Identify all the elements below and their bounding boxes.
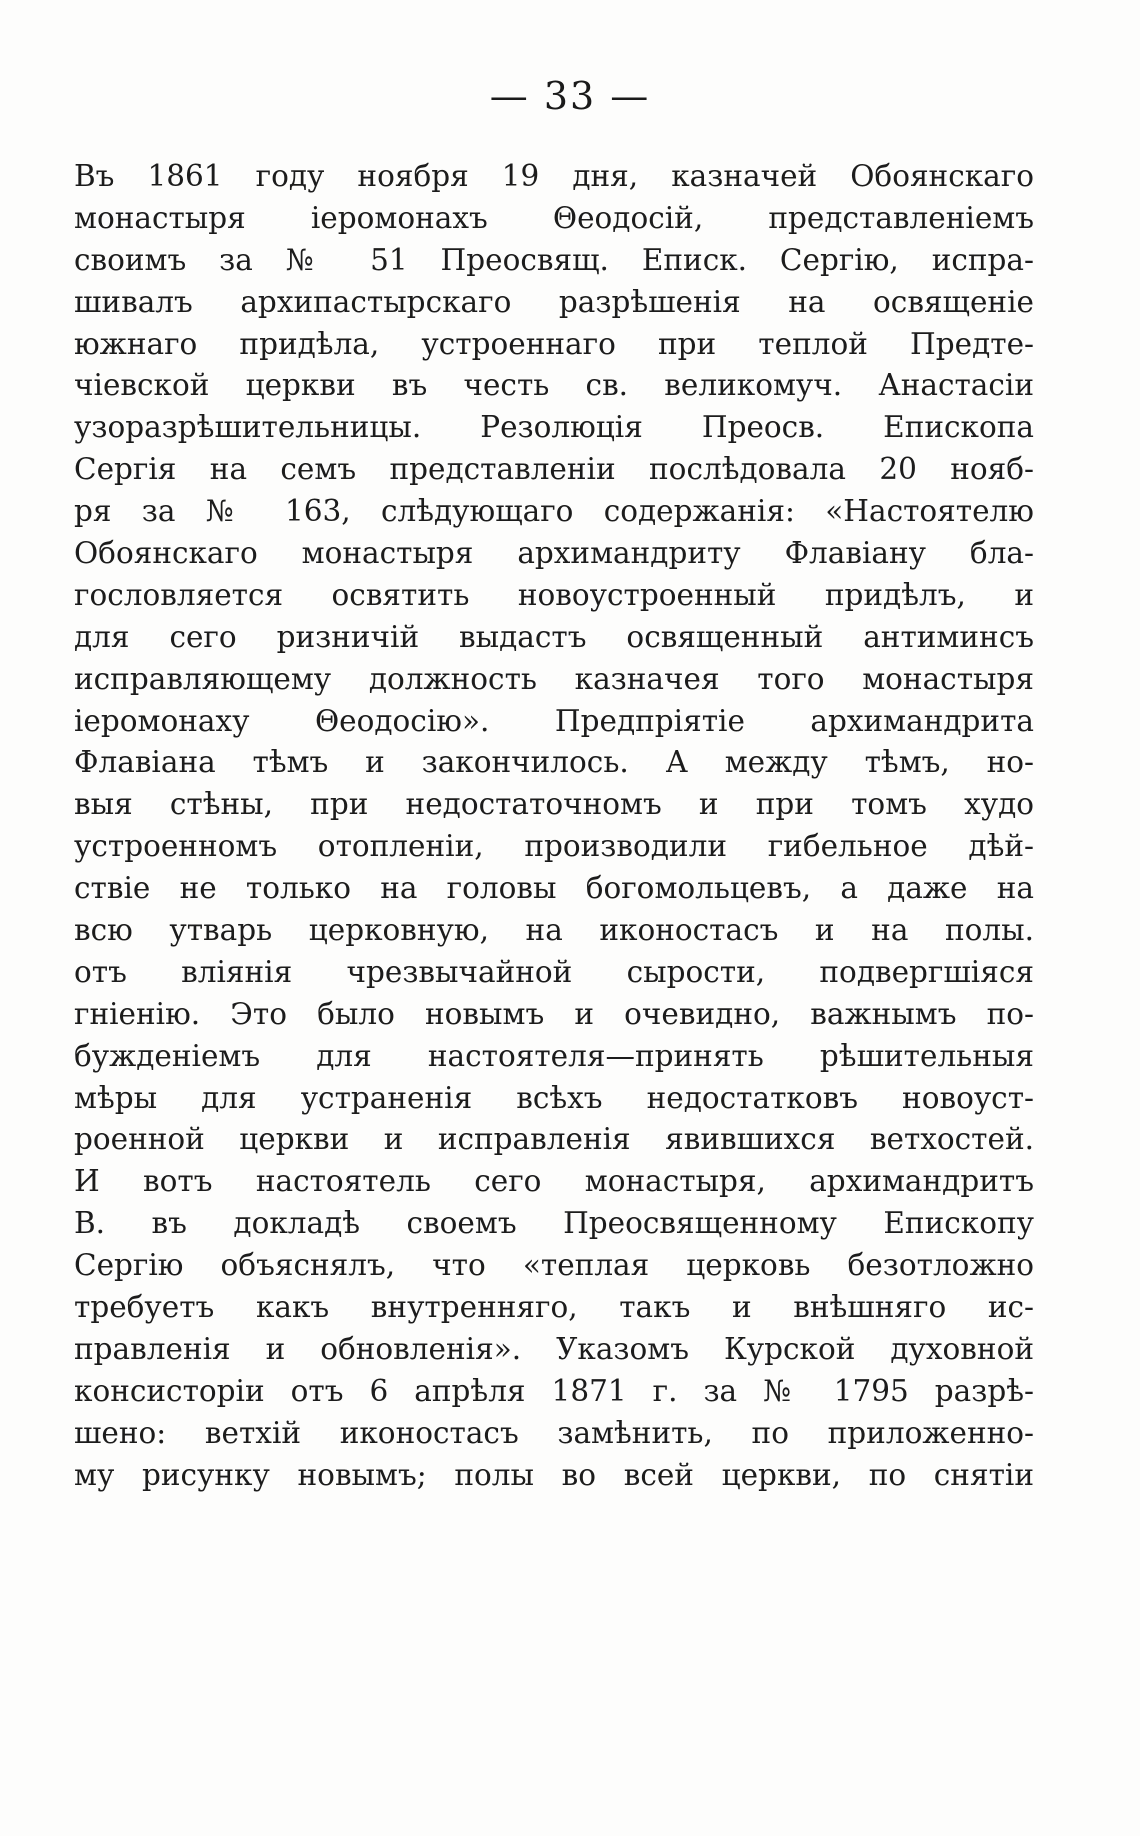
text-line: отъ влiянiя чрезвычайной сырости, подвергшiяся <box>74 954 1034 989</box>
text-line: Въ 1861 году ноября 19 дня, казначей Обоянскаго <box>74 159 1034 193</box>
body-text <box>74 156 1034 1497</box>
text-line: своимъ за № 51 Преосвящ. Еписк. Сергiю, испра- <box>74 242 1034 277</box>
text-line: исправляющему должность казначея того монастыря <box>74 661 1034 696</box>
text-line: всю утварь церковную, на иконостасъ и на полы. <box>74 913 1034 948</box>
text-line: для сего ризничiй выдастъ освященный антиминсъ <box>74 619 1034 654</box>
text-line: Флавiана тѣмъ и закончилось. А между тѣмъ, но- <box>74 745 1034 780</box>
text-line: ря за № 163, слѣдующаго содержанiя: «Настоятелю <box>74 494 1034 529</box>
text-line: Сергiю объяснялъ, что «теплая церковь безотложно <box>74 1248 1034 1283</box>
text-line: узоразрѣшительницы. Резолюцiя Преосв. Епископа <box>74 410 1034 445</box>
text-line: консисторiи отъ 6 апрѣля 1871 г. за № 1795 разрѣ- <box>74 1373 1034 1408</box>
text-line: роенной церкви и исправленiя явившихся ветхостей. <box>74 1122 1034 1157</box>
text-line: южнаго придѣла, устроеннаго при теплой Предте- <box>74 326 1034 361</box>
text-line: бужденiемъ для настоятеля—принять рѣшительныя <box>74 1038 1034 1073</box>
text-line: чiевской церкви въ честь св. великомуч. Анастасiи <box>74 368 1034 403</box>
text-line: монастыря iеромонахъ Θеодосiй, представленiемъ <box>74 200 1034 235</box>
text-line: В. въ докладѣ своемъ Преосвященному Епископу <box>74 1206 1034 1241</box>
text-line: шено: ветхiй иконостасъ замѣнить, по приложенно- <box>74 1415 1034 1450</box>
text-line: требуетъ какъ внутренняго, такъ и внѣшняго ис- <box>74 1290 1034 1325</box>
text-line: Сергiя на семъ представленiи послѣдовала 20 нояб- <box>74 452 1034 487</box>
page-number: — 33 — <box>489 74 651 118</box>
text-line: И вотъ настоятель сего монастыря, архимандритъ <box>74 1164 1034 1199</box>
text-line: устроенномъ отопленiи, производили гибельное дѣй- <box>74 829 1034 864</box>
text-line: гнiенiю. Это было новымъ и очевидно, важнымъ по- <box>74 996 1034 1031</box>
text-line: шивалъ архипастырскаго разрѣшенiя на освященiе <box>74 284 1034 319</box>
text-line: Обоянскаго монастыря архимандриту Флавiану бла- <box>74 536 1034 571</box>
text-line: мѣры для устраненiя всѣхъ недостатковъ новоуст- <box>74 1080 1034 1115</box>
text-line: ствiе не только на головы богомольцевъ, а даже на <box>74 871 1034 906</box>
text-line: iеромонаху Θеодосiю». Предпрiятiе архимандрита <box>74 703 1034 738</box>
text-line: му рисунку новымъ; полы во всей церкви, по снятiи <box>74 1457 1034 1492</box>
text-line: правленiя и обновленiя». Указомъ Курской духовной <box>74 1331 1034 1366</box>
text-line: гословляется освятить новоустроенный придѣлъ, и <box>74 577 1034 612</box>
text-line: выя стѣны, при недостаточномъ и при томъ худо <box>74 787 1034 822</box>
